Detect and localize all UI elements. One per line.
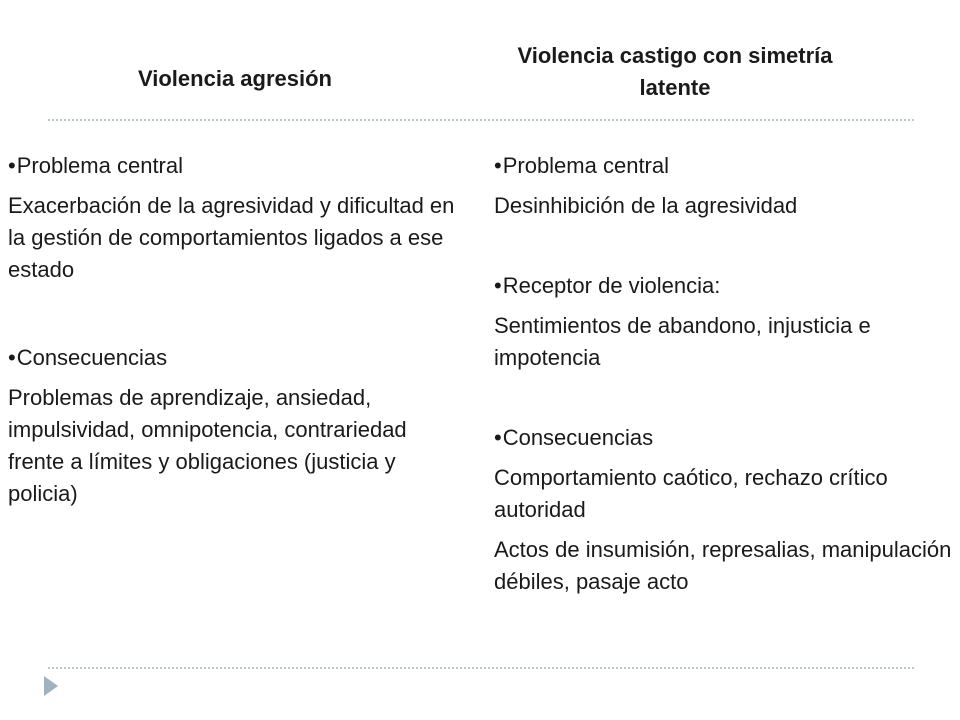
- left-text-problema: Exacerbación de la agresividad y dificultad en la gestión de comportamientos ligados a ese estado: [8, 193, 455, 282]
- right-bullet-problema: • Problema central: [494, 150, 954, 182]
- left-bullet-problema: • Problema central: [8, 150, 468, 182]
- right-text-receptor: Sentimientos de abandono, injusticia e impotencia: [494, 313, 871, 370]
- play-arrow-icon[interactable]: [44, 676, 58, 696]
- left-text-consecuencias: Problemas de aprendizaje, ansiedad, impulsividad, omnipotencia, contrariedad frente a límites y obligaciones (justicia y policia): [8, 385, 407, 506]
- right-column-title: Violencia castigo con simetría latente: [517, 43, 833, 100]
- right-text-problema: Desinhibición de la agresividad: [494, 193, 798, 218]
- left-column-title: Violencia agresión: [137, 66, 332, 91]
- right-column: [494, 150, 954, 598]
- left-bullet-consecuencias: • Consecuencias: [8, 342, 468, 374]
- left-column: [8, 150, 468, 510]
- bottom-divider: [48, 667, 914, 669]
- top-divider: [48, 119, 914, 121]
- right-text-actos: Actos de insumisión, represalias, manipulación débiles, pasaje acto: [494, 537, 952, 594]
- right-text-consecuencias: Comportamiento caótico, rechazo crítico autoridad: [494, 465, 888, 522]
- right-bullet-consecuencias: • Consecuencias: [494, 422, 954, 454]
- right-bullet-receptor: • Receptor de violencia:: [494, 270, 954, 302]
